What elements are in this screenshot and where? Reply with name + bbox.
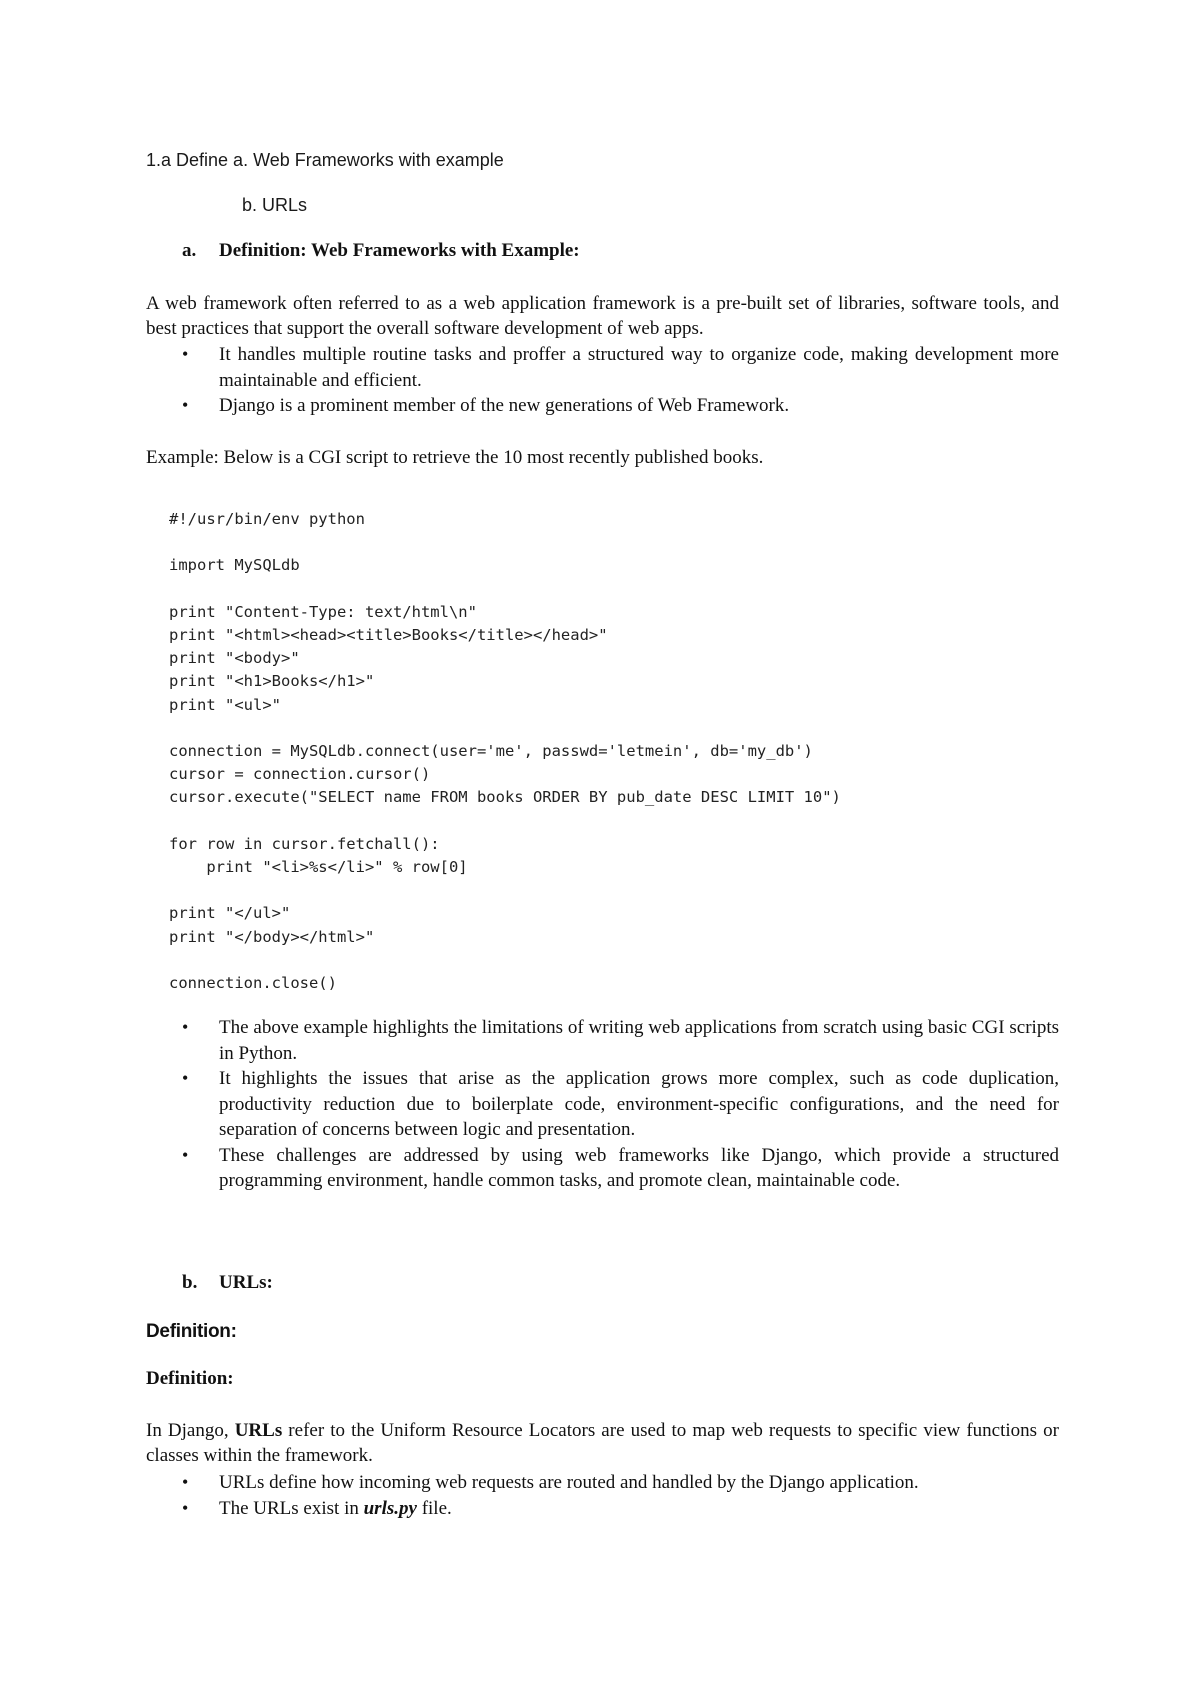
- bullet-text: URLs define how incoming web requests are routed and handled by the Django application.: [219, 1472, 919, 1493]
- definition-label-sans: Definition:: [146, 1321, 237, 1342]
- list-item: [146, 1470, 1059, 1496]
- bullet-text: The above example highlights the limitations of writing web applications from scratch using basic CGI scripts in Python.: [219, 1017, 1059, 1064]
- code-line: print "</body></html>": [169, 927, 375, 946]
- list-item: [146, 1066, 1059, 1143]
- code-line: cursor = connection.cursor(): [169, 765, 431, 784]
- urls-para-prefix: In Django,: [146, 1420, 235, 1441]
- code-line: for row in cursor.fetchall():: [169, 834, 440, 853]
- bullet-icon: •: [182, 344, 189, 364]
- question-line-1: 1.a Define a. Web Frameworks with example: [146, 150, 504, 170]
- urls-bullets: [146, 1470, 1059, 1521]
- code-line: [169, 717, 841, 740]
- code-line: connection = MySQLdb.connect(user='me', passwd='letmein', db='my_db'): [169, 741, 813, 760]
- bullet-icon: •: [182, 1068, 189, 1088]
- section-b-heading: URLs:: [219, 1272, 273, 1293]
- bullet-text: It handles multiple routine tasks and proffer a structured way to organize code, making development more maintainable and efficient.: [219, 344, 1059, 391]
- section-a-heading: Definition: Web Frameworks with Example:: [219, 240, 580, 261]
- bullet-icon: •: [182, 1017, 189, 1037]
- code-line: print "</ul>": [169, 904, 291, 923]
- list-item: [146, 1496, 1059, 1522]
- section-b-marker: b.: [182, 1272, 198, 1293]
- bullet-text: These challenges are addressed by using web frameworks like Django, which provide a structured programming environment, handle common tasks, and promote clean, maintainable code.: [219, 1144, 1059, 1191]
- example-intro: Example: Below is a CGI script to retrieve the 10 most recently published books.: [146, 447, 764, 468]
- bullet-text: Django is a prominent member of the new generations of Web Framework.: [219, 395, 790, 416]
- code-line: [169, 879, 841, 902]
- code-line: print "<h1>Books</h1>": [169, 672, 375, 691]
- bullet-icon: •: [182, 395, 189, 415]
- framework-bullets: [146, 342, 1059, 419]
- urls-py-filename: urls.py: [363, 1497, 417, 1519]
- list-item: [146, 1143, 1059, 1194]
- code-line: print "Content-Type: text/html\n": [169, 602, 477, 621]
- list-item: [146, 1015, 1059, 1066]
- bullet-text-prefix: The URLs exist in: [219, 1497, 364, 1519]
- list-item: [146, 342, 1059, 393]
- urls-definition: [146, 1418, 1059, 1468]
- code-line: [169, 578, 841, 601]
- bullet-icon: •: [182, 1144, 189, 1165]
- code-line: print "<body>": [169, 649, 300, 668]
- code-line: print "<html><head><title>Books</title></head>": [169, 625, 608, 644]
- web-framework-definition: A web framework often referred to as a web application framework is a pre-built set of libraries, software tools, and best practices that support the overall software development of web apps.: [146, 293, 1059, 339]
- code-line: connection.close(): [169, 973, 337, 992]
- limitations-bullets: [146, 1015, 1059, 1194]
- code-block: [169, 508, 841, 995]
- code-line: print "<li>%s</li>" % row[0]: [169, 857, 468, 876]
- code-line: print "<ul>": [169, 695, 281, 714]
- bullet-icon: •: [182, 1497, 189, 1518]
- code-line: #!/usr/bin/env python: [169, 510, 365, 528]
- code-line: import MySQLdb: [169, 556, 300, 575]
- definition-label-serif: Definition:: [146, 1368, 234, 1389]
- question-line-2: b. URLs: [242, 195, 308, 215]
- code-line: cursor.execute("SELECT name FROM books ORDER BY pub_date DESC LIMIT 10"): [169, 788, 841, 807]
- urls-para-rest: refer to the Uniform Resource Locators are used to map web requests to specific view functions or classes within the framework.: [146, 1420, 1059, 1466]
- code-line: [169, 810, 841, 833]
- bullet-icon: •: [182, 1472, 189, 1492]
- bullet-text: It highlights the issues that arise as the application grows more complex, such as code duplication, productivity reduction due to boilerplate code, environment-specific configurations, and the need for separation of concerns between logic and presentation.: [219, 1068, 1059, 1140]
- list-item: [146, 393, 1059, 419]
- section-a-marker: a.: [182, 240, 197, 261]
- bullet-text-suffix: file.: [416, 1497, 452, 1519]
- code-line: [169, 949, 841, 972]
- urls-para-bold: URLs: [234, 1420, 283, 1441]
- code-line: [169, 531, 841, 554]
